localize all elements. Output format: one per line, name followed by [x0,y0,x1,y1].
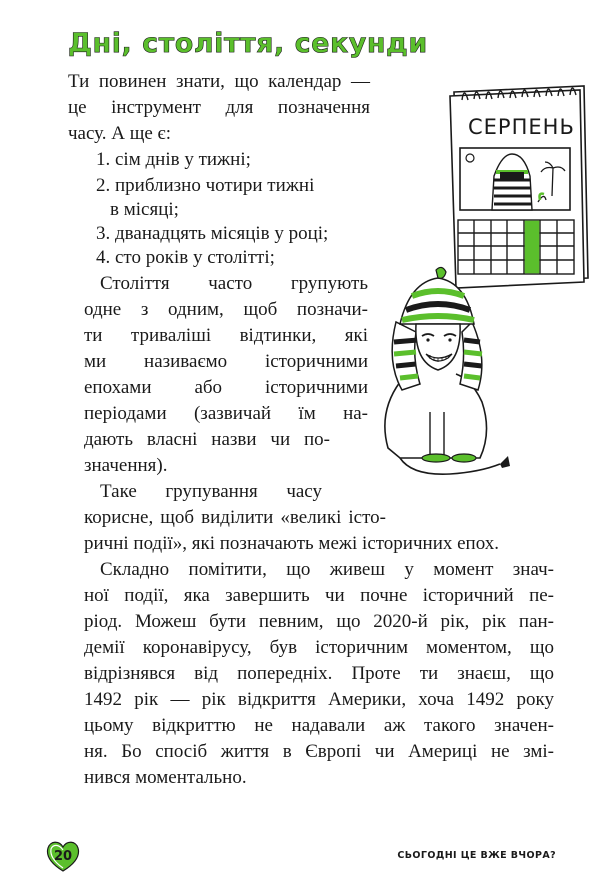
text-line: демії коронавірусу, був історичним моментом, що [84,637,554,658]
page-number: 20 [53,848,73,864]
text-line: 1492 рік — рік відкриття Америки, хоча 1492 року [84,689,554,710]
text-line: ріод. Можеш бути певним, що 2020-й рік, рік пан- [84,611,554,632]
list-item: 2. приблизно чотири тижні [96,175,315,196]
text-line: це інструмент для позначення [68,97,370,118]
list-item: 3. дванадцять місяців у році; [96,223,329,244]
page-number-badge [44,838,82,874]
list-item: 1. сім днів у тижні; [96,149,251,170]
text-line: ної події, яка завершить чи почне історичний пе- [84,585,554,606]
text-line: Таке групування часу [100,481,322,502]
calendar-month-label: СЕРПЕНЬ [468,115,575,139]
text-line: ня. Бо спосіб життя в Європі чи Америці не змі- [84,741,554,762]
page-title: Дні, століття, секунди [68,28,428,59]
text-line: Ти повинен знати, що календар — [68,71,370,92]
text-line: ричні події», які позначають межі історичних епох. [84,533,499,554]
text-line: часу. А ще є: [68,123,171,144]
text-line: ми називаємо історичними [84,351,368,372]
text-line: ти триваліші відтинки, які [84,325,368,346]
list-item-continuation: в місяці; [110,199,179,220]
text-line: епохами або історичними [84,377,368,398]
text-line: значення). [84,455,168,476]
sphinx-cat-illustration [360,262,530,482]
text-line: нився моментально. [84,767,247,788]
text-line: дають власні назви чи по- [84,429,330,450]
list-item: 4. сто років у столітті; [96,247,275,268]
running-head: СЬОГОДНІ ЦЕ ВЖЕ ВЧОРА? [397,850,556,861]
text-line: корисне, щоб виділити «великі істо- [84,507,386,528]
text-line: періодами (зазвичай їм на- [84,403,368,424]
text-line: відрізнявся від попередніх. Проте ти знаєш, що [84,663,554,684]
text-line: Складно помітити, що живеш у момент знач- [100,559,554,580]
text-line: одне з одним, щоб позначи- [84,299,368,320]
text-line: Століття часто групують [100,273,368,294]
text-line: цьому відкриттю не надавали аж такого значен- [84,715,554,736]
